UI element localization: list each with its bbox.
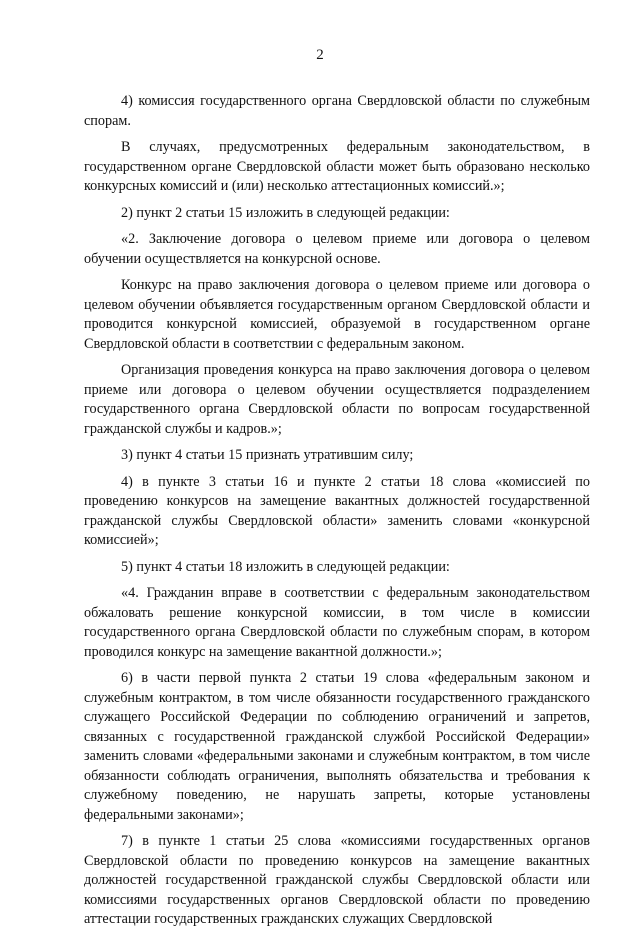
page-number: 2	[316, 47, 324, 63]
paragraph: 7) в пункте 1 статьи 25 слова «комиссиями государственных органов Свердловской области по проведению конкурсов на замещение вакантных должностей государственной гражданской службы Свердловской области или комиссиями государственных органов Свердловской области по проведению аттестации государственных гражданских служащих Свердловской	[84, 833, 590, 927]
paragraph: 3) пункт 4 статьи 15 признать утратившим силу;	[121, 447, 414, 463]
paragraph: 2) пункт 2 статьи 15 изложить в следующей редакции:	[121, 204, 450, 221]
paragraph: Организация проведения конкурса на право заключения договора о целевом приеме или договора о целевом обучении осуществляется подразделением государственного органа Свердловской области по вопросам государственной гражданской службы и кадров.»;	[84, 362, 590, 437]
paragraph: 4) комиссия государственного органа Свердловской области по служебным спорам.	[84, 93, 590, 129]
paragraph: 4) в пункте 3 статьи 16 и пункте 2 статьи 18 слова «комиссией по проведению конкурсов на замещение вакантных должностей государственной гражданской службы Свердловской области» заменить словами «конкурсной комиссией»;	[84, 473, 590, 548]
paragraph: 5) пункт 4 статьи 18 изложить в следующей редакции:	[121, 558, 450, 575]
paragraph: Конкурс на право заключения договора о целевом приеме или договора о целевом обучении объявляется государственным органом Свердловской области и проводится конкурсной комиссией, образуемой в государственном органе Свердловской области в соответствии с федеральным законом.	[84, 277, 590, 352]
paragraph: «4. Гражданин вправе в соответствии с федеральным законодательством обжаловать решение конкурсной комиссии, в том числе в комиссии государственного органа Свердловской области по служебным спорам, в котором проводился конкурс на замещение вакантной должности.»;	[84, 585, 590, 660]
paragraph: 6) в части первой пункта 2 статьи 19 слова «федеральным законом и служебным контрактом, в том числе обязанности государственного гражданского служащего Российской Федерации по соблюдению ограничений и запретов, связанных с государственной гражданской службой Российской Федерации» заменить словами «федеральными законами и служебным контрактом, в том числе обязанности соблюдать ограничения, выполнять обязательства и требования к служебному поведению, не нарушать запреты, которые установлены федеральными законами»;	[84, 670, 590, 823]
document-body	[84, 92, 590, 937]
paragraph: В случаях, предусмотренных федеральным законодательством, в государственном органе Свердловской области может быть образовано несколько конкурсных комиссий и (или) несколько аттестационных комиссий.»;	[84, 139, 590, 194]
paragraph: «2. Заключение договора о целевом приеме или договора о целевом обучении осуществляется на конкурсной основе.	[84, 231, 590, 267]
